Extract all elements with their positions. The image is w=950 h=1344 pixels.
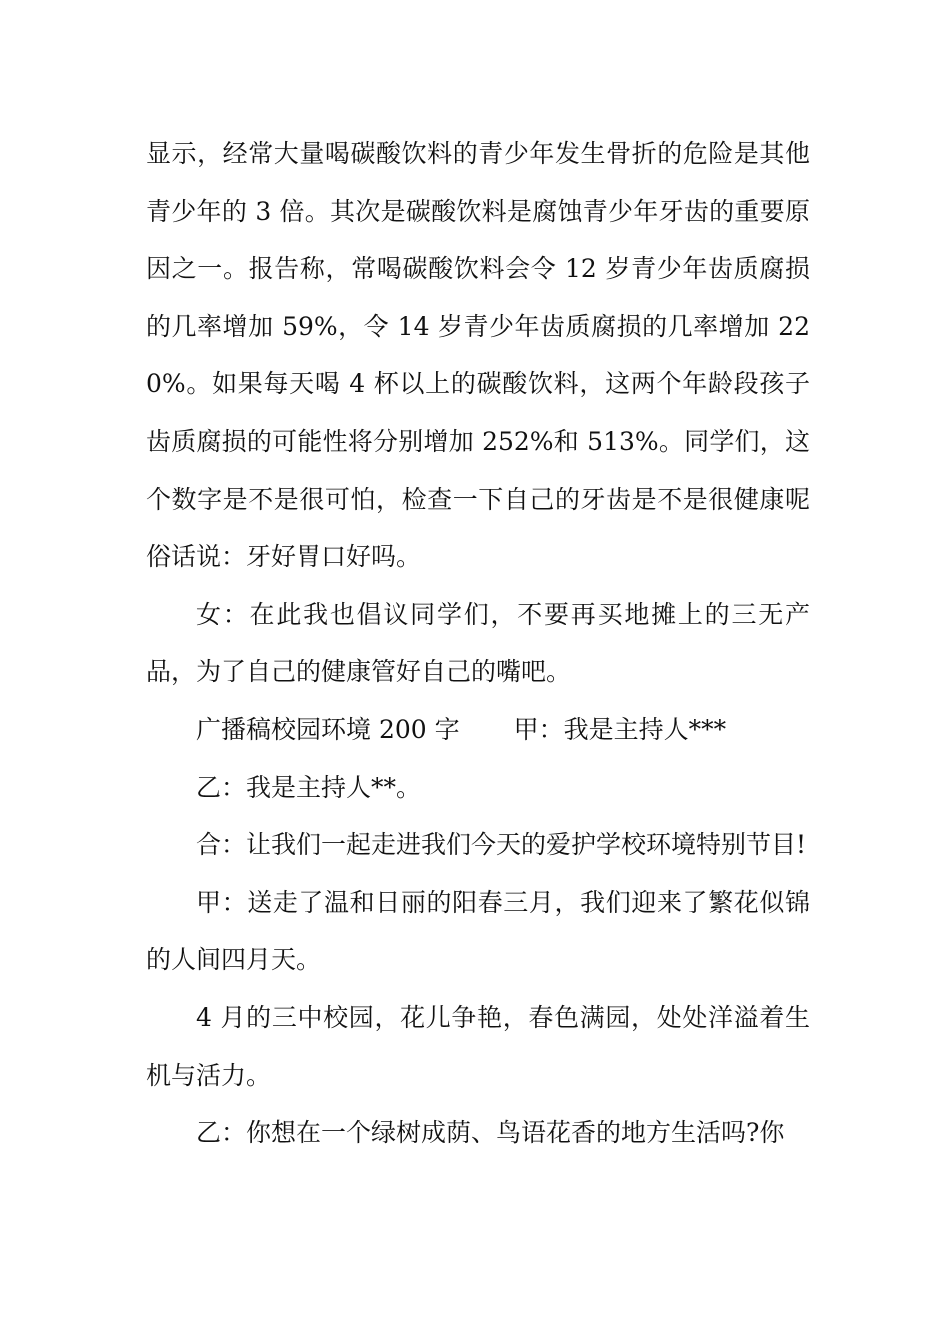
host-a-intro: 甲：我是主持人*** xyxy=(513,714,727,744)
paragraph-april-campus: 4 月的三中校园，花儿争艳，春色满园，处处洋溢着生机与活力。 xyxy=(146,1002,810,1090)
paragraph-together: 合：让我们一起走进我们今天的爱护学校环境特别节目! xyxy=(196,830,807,860)
document-body xyxy=(146,125,810,1162)
paragraph-host-a-spring: 甲：送走了温和日丽的阳春三月，我们迎来了繁花似锦的人间四月天。 xyxy=(146,887,810,975)
paragraph-host-b-question: 乙：你想在一个绿树成荫、鸟语花香的地方生活吗?你 xyxy=(196,1118,785,1148)
paragraph-host-b-intro: 乙：我是主持人**。 xyxy=(196,772,422,802)
heading-line xyxy=(146,701,810,759)
paragraph-carbonated-drinks: 显示，经常大量喝碳酸饮料的青少年发生骨折的危险是其他青少年的 3 倍。其次是碳酸饮料是腐蚀青少年牙齿的重要原因之一。报告称，常喝碳酸饮料会令 12 岁青少年齿质腐损的几率增加 59%，令 14 岁青少年齿质腐损的几率增加 220%。如果每天喝 4 杯以上的碳酸饮料，这两个年龄段孩子齿质腐损的可能性将分别增加 252%和 513%。同学们，这个数字是不是很可怕，检查一下自己的牙齿是不是很健康呢俗话说：牙好胃口好吗。 xyxy=(146,139,810,572)
paragraph-female-host-appeal: 女：在此我也倡议同学们，不要再买地摊上的三无产品，为了自己的健康管好自己的嘴吧。 xyxy=(146,599,810,687)
section-title: 广播稿校园环境 200 字 xyxy=(196,714,460,744)
